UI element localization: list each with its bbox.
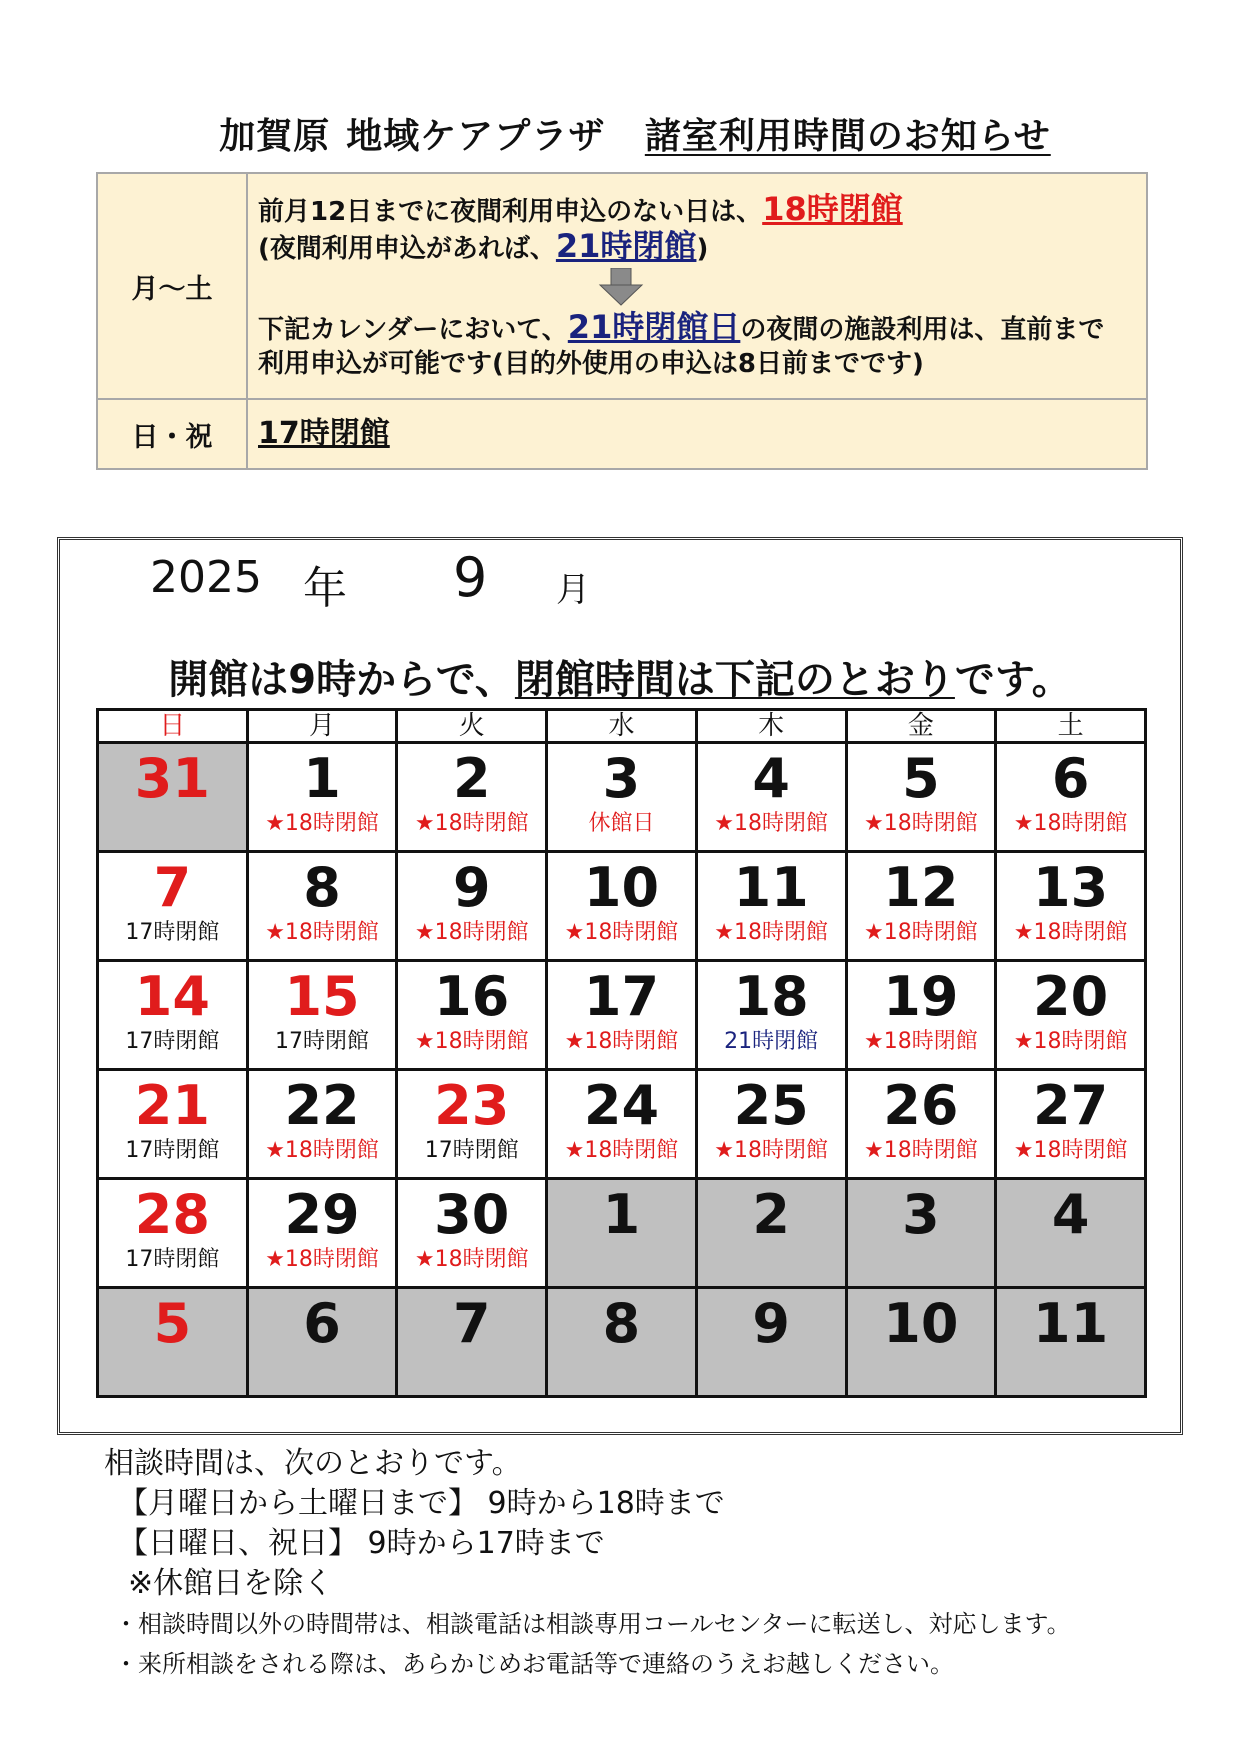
day-number: 20 [1033,965,1109,1028]
day-number: 23 [434,1074,510,1137]
day-number: 24 [583,1074,660,1137]
closing-time-note: ★18時閉館 [414,1247,529,1272]
day-number: 27 [1033,1074,1109,1137]
calendar-day-cell [547,961,697,1070]
day-number: 2 [752,1183,790,1246]
day-number: 15 [284,965,360,1028]
closing-time-note: 17時閉館 [125,1029,220,1054]
close-21-emph: 21時閉館 [555,226,697,265]
consult-line-3: 【日曜日、祝日】 9時から17時まで [118,1526,605,1561]
consult-note-2: ・来所相談をされる際は、あらかじめお電話等で連絡のうえお越しください。 [114,1650,954,1678]
consult-line-1: 相談時間は、次のとおりです。 [104,1446,522,1481]
day-number: 11 [733,856,809,919]
calendar-day-cell [98,1179,248,1288]
day-number: 10 [883,1292,959,1355]
closing-time-note: ★18時閉館 [265,920,379,945]
calendar-day-cell [547,852,697,961]
weekday-line-1: 前月12日までに夜間利用申込のない日は、18時閉館 [258,189,903,228]
calendar-day-cell [696,743,846,852]
consult-line-4: ※休館日を除く [128,1566,334,1601]
calendar-week-row [98,743,1146,852]
closing-time-note: ★18時閉館 [1013,1029,1128,1054]
holiday-label: 日・祝 [97,399,247,469]
closing-time-note: 17時閉館 [125,1138,220,1163]
calendar-day-cell [247,1070,397,1179]
day-number: 25 [733,1074,809,1137]
calendar-day-cell [247,961,397,1070]
calendar-day-cell [98,1288,248,1397]
day-number: 4 [752,747,790,810]
weekday-header: 火 [397,710,547,743]
closing-time-note: ★18時閉館 [1013,920,1128,945]
day-number: 6 [303,1292,341,1355]
closing-time-note: ★18時閉館 [864,920,978,945]
day-number: 18 [733,965,809,1028]
calendar-day-cell [397,961,547,1070]
closing-time-note: ★18時閉館 [564,1138,679,1163]
calendar-day-cell [547,1288,697,1397]
calendar-day-cell [846,1288,996,1397]
day-number: 10 [583,856,660,919]
closing-time-note: ★18時閉館 [864,1138,978,1163]
closing-time-note: ★18時閉館 [265,811,379,836]
calendar-day-cell [98,743,248,852]
calendar-week-row [98,1070,1146,1179]
day-number: 12 [883,856,959,919]
calendar-month-unit: 月 [556,570,590,610]
weekday-line-4: 利用申込が可能です(目的外使用の申込は8日前までです) [258,348,924,379]
closing-time-note: ★18時閉館 [414,920,529,945]
day-number: 21 [134,1074,210,1137]
consult-line-2: 【月曜日から土曜日まで】 9時から18時まで [118,1486,725,1521]
calendar-day-cell [696,1179,846,1288]
calendar-day-cell [846,1070,996,1179]
closing-time-note: 休館日 [588,811,655,836]
closing-time-note: ★18時閉館 [1013,1138,1128,1163]
calendar-day-cell [696,1288,846,1397]
calendar-note: 開館は9時からで、閉館時間は下記のとおりです。 [168,657,1072,703]
day-number: 1 [602,1183,641,1246]
consultation-info [104,1444,1071,1684]
weekday-header: 月 [247,710,397,743]
calendar-day-cell [696,1070,846,1179]
calendar-day-cell [397,1179,547,1288]
closing-time-note: ★18時閉館 [714,811,829,836]
calendar-day-cell [996,1070,1146,1179]
closing-time-note: 17時閉館 [125,1247,220,1272]
day-number: 22 [284,1074,360,1137]
calendar-day-cell [397,852,547,961]
day-number: 14 [134,965,210,1028]
closing-time-note: ★18時閉館 [714,1138,829,1163]
calendar-day-cell [397,1288,547,1397]
day-number: 9 [752,1292,790,1355]
calendar-day-cell [397,1070,547,1179]
calendar-day-cell [846,743,996,852]
day-number: 29 [284,1183,360,1246]
calendar-year-unit: 年 [303,563,347,614]
calendar-day-cell [846,852,996,961]
calendar-day-cell [846,1179,996,1288]
weekday-details [247,173,1147,399]
close-21-day-emph: 21時閉館日 [567,307,741,346]
closing-time-note: ★18時閉館 [864,811,978,836]
day-number: 6 [1051,747,1090,810]
day-number: 17 [583,965,660,1028]
day-number: 13 [1033,856,1109,919]
title-area: 加賀原 [219,116,331,157]
calendar-day-cell [397,743,547,852]
calendar-day-cell [696,852,846,961]
day-number: 5 [153,1292,192,1355]
title-facility [219,116,619,157]
day-number: 31 [134,747,210,810]
closing-time-note: ★18時閉館 [414,811,529,836]
hours-info-table [96,172,1148,470]
calendar-grid [96,708,1147,1398]
calendar-day-cell [247,1288,397,1397]
calendar-day-cell [98,852,248,961]
calendar-year: 2025 [150,552,262,603]
day-number: 16 [434,965,510,1028]
day-number: 30 [434,1183,510,1246]
calendar-day-cell [996,743,1146,852]
calendar-day-cell [996,1288,1146,1397]
day-number: 2 [452,747,491,810]
closing-time-note: ★18時閉館 [564,1029,679,1054]
day-number: 3 [902,1183,940,1246]
calendar-day-cell [696,961,846,1070]
day-number: 1 [303,747,341,810]
closing-time-note: ★18時閉館 [714,920,829,945]
day-number: 9 [452,856,491,919]
calendar-week-row [98,1288,1146,1397]
down-arrow-icon [598,268,644,306]
closing-time-note: ★18時閉館 [414,1029,529,1054]
weekday-header: 木 [696,710,846,743]
calendar-day-cell [996,961,1146,1070]
closing-time-note: ★18時閉館 [265,1247,379,1272]
closing-time-note: ★18時閉館 [1013,811,1128,836]
closing-time-note: 17時閉館 [275,1029,370,1054]
calendar-day-cell [547,1070,697,1179]
consult-note-1: ・相談時間以外の時間帯は、相談電話は相談専用コールセンターに転送し、対応します。 [114,1610,1071,1638]
calendar-day-cell [98,1070,248,1179]
calendar-week-row [98,961,1146,1070]
day-number: 3 [602,747,641,810]
close-18-emph: 18時閉館 [762,189,903,228]
day-number: 5 [902,747,940,810]
calendar-day-cell [996,852,1146,961]
title-plaza: 地域ケアプラザ [346,116,606,157]
page-title [0,108,1240,159]
holiday-row [97,399,1147,469]
day-number: 26 [883,1074,959,1137]
day-number: 4 [1051,1183,1090,1246]
weekday-row [97,173,1147,399]
calendar-day-cell [547,1179,697,1288]
calendar-day-cell [846,961,996,1070]
calendar-day-cell [247,743,397,852]
calendar-month: 9 [453,546,488,609]
day-number: 8 [602,1292,641,1355]
weekday-header: 日 [98,710,248,743]
calendar-day-cell [547,743,697,852]
calendar-day-cell [98,961,248,1070]
title-subject: 諸室利用時間のお知らせ [644,116,1051,157]
weekday-header: 金 [846,710,996,743]
weekday-header: 水 [547,710,697,743]
closing-time-note: ★18時閉館 [864,1029,978,1054]
weekday-line-3: 下記カレンダーにおいて、21時閉館日の夜間の施設利用は、直前まで [258,307,1105,346]
weekday-header-row [98,710,1146,743]
day-number: 28 [134,1183,210,1246]
day-number: 7 [153,856,192,919]
weekday-line-2: (夜間利用申込があれば、21時閉館) [258,226,709,265]
calendar-week-row [98,852,1146,961]
calendar-week-row [98,1179,1146,1288]
closing-time-note: ★18時閉館 [564,920,679,945]
calendar-day-cell [247,852,397,961]
calendar-day-cell [996,1179,1146,1288]
closing-time-note: 17時閉館 [125,920,220,945]
day-number: 8 [303,856,341,919]
weekday-label: 月～土 [97,173,247,399]
day-number: 11 [1033,1292,1109,1355]
calendar-day-cell [247,1179,397,1288]
closing-time-note: 21時閉館 [724,1029,819,1054]
day-number: 7 [452,1292,491,1355]
closing-time-note: 17時閉館 [424,1138,519,1163]
day-number: 19 [883,965,959,1028]
closing-time-note: ★18時閉館 [265,1138,379,1163]
weekday-header: 土 [996,710,1146,743]
holiday-close-time: 17時閉館 [258,415,390,451]
